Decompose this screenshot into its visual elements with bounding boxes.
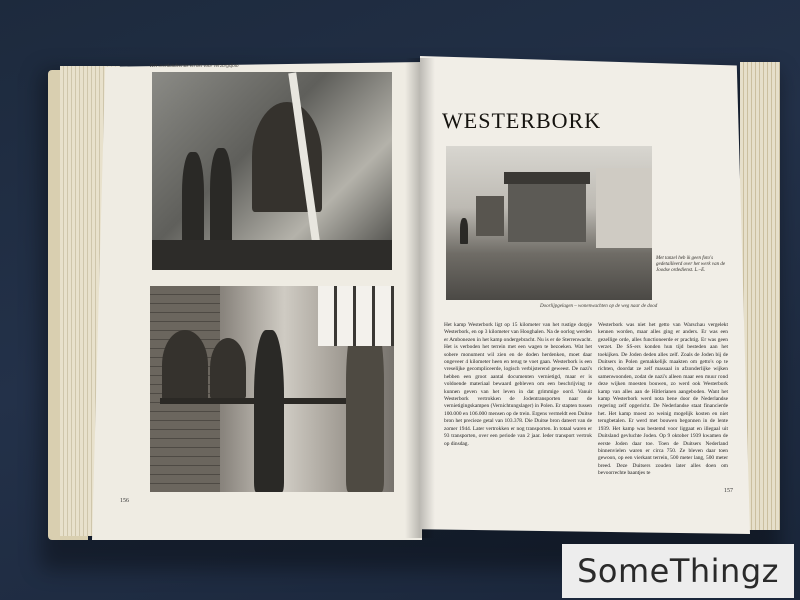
chapter-title: WESTERBORK xyxy=(442,108,602,133)
right-page-number: 157 xyxy=(724,488,733,494)
side-note: Met tanzel heb ik geen foto's gedetailleerd over het werk van de Joodse ordedienst. L.–E. xyxy=(656,256,726,273)
barrack xyxy=(596,168,652,248)
barrack xyxy=(476,196,504,236)
left-page-number: 156 xyxy=(120,498,129,504)
person-figure xyxy=(460,218,468,244)
window xyxy=(318,286,394,346)
book-gutter xyxy=(405,58,435,538)
barracks-caption: Doorlijpgelagen – wonenwachten op de weg naar de dood xyxy=(540,304,658,309)
photo-cremation-oven-outdoor xyxy=(152,72,392,270)
left-top-caption: Het ovenlandverste en het voor verzorgsfoto xyxy=(150,64,239,69)
soldier-figure xyxy=(210,148,232,252)
oven-door xyxy=(162,330,208,400)
soldier-figure xyxy=(182,152,204,252)
text-column-1: Het kamp Westerbork ligt op 15 kilometer van het rustige dorpje Westerbork, en op 3 kilometer van Hooghalen. Na de oorlog werden er Ambonezen in het kamp ondergebracht. Nu is er de Sterrenwacht. Het is verboden het terrein met een wagen te bezoeken. Wat het sobere monument wil zien en de doden herdenken, moet daar ongeveer 4 kilometer heen en terug te voet gaan. Westerbork is een vreselijke gecompliceerde, logisch verbijsterend geweest. De nazi's hebben een groot aantal documenten vernietigd, maar er is voldoende materiaal bewaard gebleven om een beschrijving te kunnen geven van het leven in dat grimmige oord. Vanuit Westerbork vertrokken de Jodentransporten naar de vernietigingskampen (Vernichtungslager) in Polen. Er stapten tussen 100.000 en 106.000 mensen op de trein. Ergens vermeldt een Duitse bron het precieze getal van 103.378. Die Duitse bron dateert van de zomer 1944. Later vertrokken er nog transporten. In totaal waren er 93 transporten, over een periode van 2 jaar. Ieder transport vertrok op dinsdag. xyxy=(444,322,592,447)
ground xyxy=(152,240,392,270)
text-column-2: Westerbork was niet het getto van Warschau vergelekt kennen worden, maar alles ging er anders. Er was een gezellige orde, alles functioneerde er prachtig. Er was geen verzet. De SS-ers konden hun tijd besteden aan het toekijken. De Joden deden alles zelf. Zoals de Joden bij de Duitsers in Polen gemakkelijk maakten om getto's op te richten, doordat ze zelf massaal in afzonderlijke wijken samenwoonden, zodat de nazi's alleen maar een muur rond deze wijken moesten bouwen, zo werd ook Westerbork kamp van alles aan de Hitlerianen aangeboden. Want het kamp Westerbork werd nota bene door de Nederlandse regering zelf opgericht. De Nederlandse staat financierde het. Het kamp moest zo weinig mogelijk kosten en niet terugbetalen. Er werd met bouwen begonnen in de lente 1939. Het kamp was bestemd voor liggaat en illegaal uit Duitsland gevluchte Joden. Op 9 oktober 1939 kwamen de eerste Joden daar toe. Toen de Duitsers Nederland binnenvielen waren er circa 750. Ze bleven daar toen gewoon, op een vierkant terrein, 500 meter lang, 500 meter breed. Deze Duitsers zouden later alles doen om bevoorrechte baantjes te xyxy=(598,322,728,477)
photo-crematorium-interior xyxy=(150,286,394,492)
seller-watermark: SomeThingz xyxy=(562,544,794,598)
barrack xyxy=(508,180,586,242)
barrack-roof xyxy=(504,172,590,184)
soldier-figure xyxy=(254,330,284,492)
oven-door xyxy=(210,338,246,398)
photo-westerbork-barracks xyxy=(446,146,652,300)
